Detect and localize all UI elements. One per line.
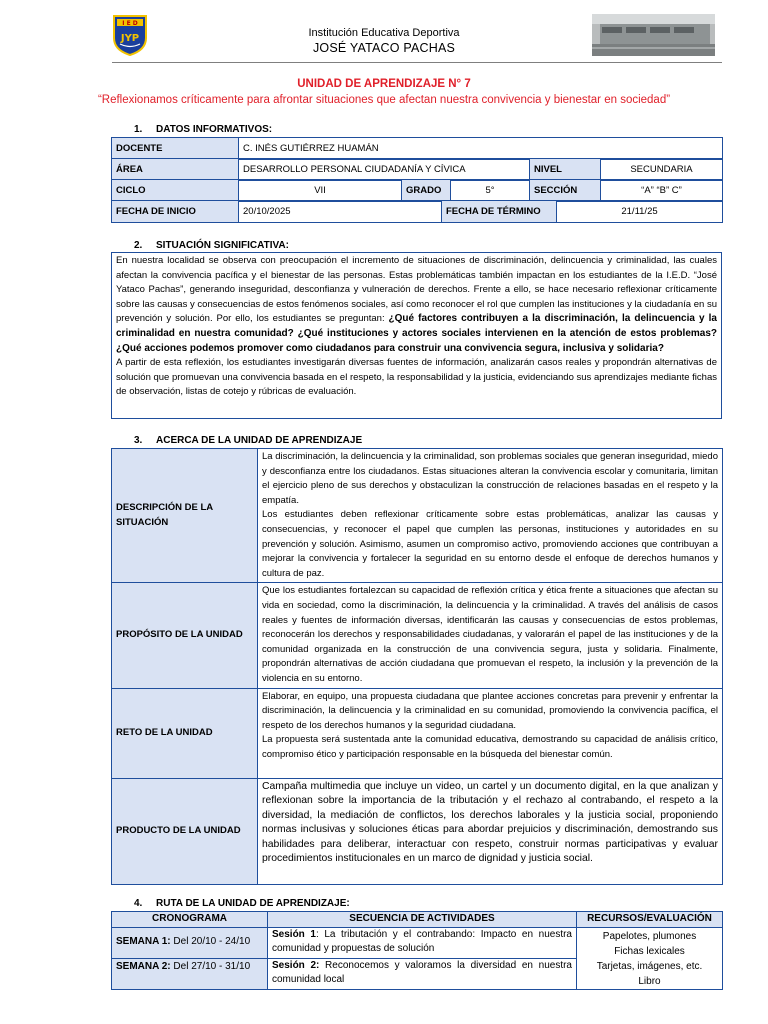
area-value: DESARROLLO PERSONAL CIUDADANÍA Y CÍVICA — [239, 159, 530, 181]
proposito-text: Que los estudiantes fortalezcan su capacidad de reflexión crítica y ética frente a situaciones que afectan su vida en sociedad, como la discriminación, la delincuencia y la criminalidad. A través del análisis de casos reales y fuentes de información diversas, identificarán las causas y consecuencias de estos problemas, reconocerán los derechos y responsabilidades ciudadanas, y valorarán el papel de las instituciones y de la comunidad organizada en la construcción de una convivencia segura, justa y solidaria. Finalmente, propondrán alternativas de acción ciudadana que promuevan el respeto, la inclusión y la prevención de la violencia en su entorno. — [258, 583, 723, 688]
week-label: SEMANA 2: — [116, 960, 171, 972]
section-title: ACERCA DE LA UNIDAD DE APRENDIZAJE — [156, 435, 363, 446]
week-dates: Del 20/10 - 24/10 — [170, 936, 251, 948]
column-header: CRONOGRAMA — [112, 912, 268, 928]
table-row — [112, 583, 723, 688]
week-label: SEMANA 1: — [116, 936, 171, 948]
reto-paragraph-1: Elaborar, en equipo, una propuesta ciudadana que plantee acciones concretas para prevenir y enfrentar la discriminación, la delincuencia y la criminalidad en su comunidad, promoviendo la convivencia pacífica, el respeto de los derechos humanos y la seguridad ciudadana. — [262, 690, 718, 731]
table-row — [112, 180, 723, 202]
table-header-row — [112, 912, 723, 928]
descripcion-paragraph-2: Los estudiantes deben reflexionar críticamente sobre estas problemáticas, analizar las causas y consecuencias, y reconocer el papel que cumplen las personas, instituciones y autoridades en su prevención y solución. Asimismo, asumen un compromiso activo, promoviendo acciones que contribuyan a mejorar la convivencia y fortalecer la seguridad en su entorno desde el enfoque de derechos humanos y cultura de paz. — [262, 509, 718, 579]
session-cell — [268, 958, 577, 989]
svg-text:I E D: I E D — [122, 20, 138, 27]
section-title: RUTA DE LA UNIDAD DE APRENDIZAJE: — [156, 898, 350, 909]
recursos-cell — [577, 927, 723, 989]
resource-item: Tarjetas, imágenes, etc. — [596, 960, 703, 972]
ruta-unidad-table — [111, 911, 723, 990]
acerca-unidad-table — [111, 448, 723, 885]
section-4-heading — [134, 898, 350, 909]
header-divider — [112, 62, 722, 63]
reto-paragraph-2: La propuesta será sustentada ante la comunidad educativa, demostrando su capacidad de análisis crítico, compromiso ético y participación responsable en la búsqueda del bienestar común. — [262, 734, 718, 760]
datos-informativos-grid — [111, 137, 722, 224]
institution-name: Institución Educativa Deportiva — [308, 27, 460, 39]
area-label: ÁREA — [112, 159, 239, 181]
situacion-paragraph-1: En nuestra localidad se observa con preocupación el incremento de situaciones de discriminación, delincuencia y criminalidad, las cuales afectan la convivencia pacífica y el bienestar de las personas. Estas problemáticas también impactan en los estudiantes de la I.E.D. “José Yataco Pachas”, generando inseguridad, desconfianza y vulneración de derechos. Frente a ello, se hace necesario reflexionar críticamente sobre las causas y consecuencias de estos fenómenos sociales, así como reconocer el rol que cumplen las instituciones y la ciudadanía en su prevención y solución. Por ello, los estudiantes se preguntan: — [116, 255, 717, 325]
descripcion-text — [258, 449, 723, 583]
ciclo-value: VII — [239, 180, 402, 202]
cronograma-cell — [112, 958, 268, 989]
fecha-inicio-value: 20/10/2025 — [239, 201, 442, 223]
table-row — [112, 688, 723, 778]
grado-label: GRADO — [402, 180, 451, 202]
fecha-inicio-label: FECHA DE INICIO — [112, 201, 239, 223]
proposito-label: PROPÓSITO DE LA UNIDAD — [112, 583, 258, 688]
descripcion-label: DESCRIPCIÓN DE LA SITUACIÓN — [112, 449, 258, 583]
situacion-questions: ¿Qué factores contribuyen a la discriminación, la delincuencia y la criminalidad en nuestra comunidad? ¿Qué instituciones y actores sociales intervienen en la atención de estos problemas? ¿Qué acciones podemos promover como ciudadanos para construir una convivencia segura, inclusiva y solidaria? — [116, 313, 717, 354]
section-title: SITUACIÓN SIGNIFICATIVA: — [156, 240, 289, 251]
school-building-photo — [592, 14, 715, 56]
producto-text: Campaña multimedia que incluye un video, un cartel y un documento digital, en la que analizan y reflexionan sobre la importancia de la tributación y el rechazo al contrabando, el respeto a la diversidad, la mediación de conflictos, los derechos laborales y la justicia social, proponiendo normas inclusivas y soluciones éticas para abordar prejuicios y discriminación, demostrando sus habilidades para deliberar, interactuar con respeto, construir normas participativas y evaluar procedimientos institucionales en un marco de dignidad y justicia social. — [258, 778, 723, 884]
section-number: 1. — [134, 124, 143, 135]
section-1-heading — [134, 124, 272, 135]
docente-value: C. INÉS GUTIÉRREZ HUAMÁN — [239, 138, 723, 160]
section-number: 2. — [134, 240, 143, 251]
section-2-heading — [134, 240, 289, 251]
resource-item: Fichas lexicales — [614, 945, 685, 957]
producto-label: PRODUCTO DE LA UNIDAD — [112, 778, 258, 884]
table-row — [112, 159, 723, 181]
docente-label: DOCENTE — [112, 138, 239, 160]
table-row — [112, 778, 723, 884]
session-cell — [268, 927, 577, 958]
week-dates: Del 27/10 - 31/10 — [170, 960, 251, 972]
unit-subtitle: “Reflexionamos críticamente para afrontar situaciones que afectan nuestra convivencia y bienestar en sociedad” — [97, 94, 671, 106]
section-3-heading — [134, 435, 362, 446]
fecha-termino-label: FECHA DE TÉRMINO — [442, 201, 557, 223]
ciclo-label: CICLO — [112, 180, 239, 202]
grado-value: 5° — [451, 180, 530, 202]
table-row — [112, 138, 723, 160]
unit-title: UNIDAD DE APRENDIZAJE N° 7 — [297, 78, 471, 90]
reto-label: RETO DE LA UNIDAD — [112, 688, 258, 778]
svg-text:JYP: JYP — [120, 33, 140, 44]
school-name: JOSÉ YATACO PACHAS — [312, 41, 456, 55]
session-activity: : La tributación y el contrabando: Impacto en nuestra comunidad y propuestas de solución — [272, 928, 572, 954]
nivel-label: NIVEL — [530, 159, 601, 181]
table-row — [112, 449, 723, 583]
column-header: SECUENCIA DE ACTIVIDADES — [268, 912, 577, 928]
section-title: DATOS INFORMATIVOS: — [156, 124, 273, 135]
situacion-significativa-box — [111, 252, 722, 419]
table-row — [112, 201, 723, 223]
resource-item: Libro — [638, 975, 661, 987]
session-label: Sesión 2: — [272, 959, 320, 971]
nivel-value: SECUNDARIA — [601, 159, 723, 181]
cronograma-cell — [112, 927, 268, 958]
section-number: 3. — [134, 435, 143, 446]
seccion-label: SECCIÓN — [530, 180, 601, 202]
column-header: RECURSOS/EVALUACIÓN — [577, 912, 723, 928]
seccion-value: “A” “B” C” — [601, 180, 723, 202]
table-row — [112, 927, 723, 958]
section-number: 4. — [134, 898, 143, 909]
resource-item: Papelotes, plumones — [602, 930, 697, 942]
session-label: Sesión 1 — [272, 928, 316, 940]
situacion-paragraph-2: A partir de esta reflexión, los estudiantes investigarán diversas fuentes de información, analizarán casos reales y propondrán alternativas de solución que promuevan una convivencia basada en el respeto, la responsabilidad y la justicia, evidenciando sus aprendizajes mediante fichas de observación, listas de cotejo y rúbricas de evaluación. — [116, 357, 717, 398]
session-activity: Reconocemos y valoramos la diversidad en nuestra comunidad local — [272, 959, 572, 985]
reto-text — [258, 688, 723, 778]
descripcion-paragraph-1: La discriminación, la delincuencia y la criminalidad, son problemas sociales que generan inseguridad, miedo y desconfianza entre los ciudadanos. Estas situaciones alteran la convivencia escolar y comunitaria, limitan el ejercicio pleno de sus derechos y obstaculizan la construcción de relaciones basadas en el respeto y la empatía. — [262, 451, 718, 506]
fecha-termino-value: 21/11/25 — [557, 201, 723, 223]
